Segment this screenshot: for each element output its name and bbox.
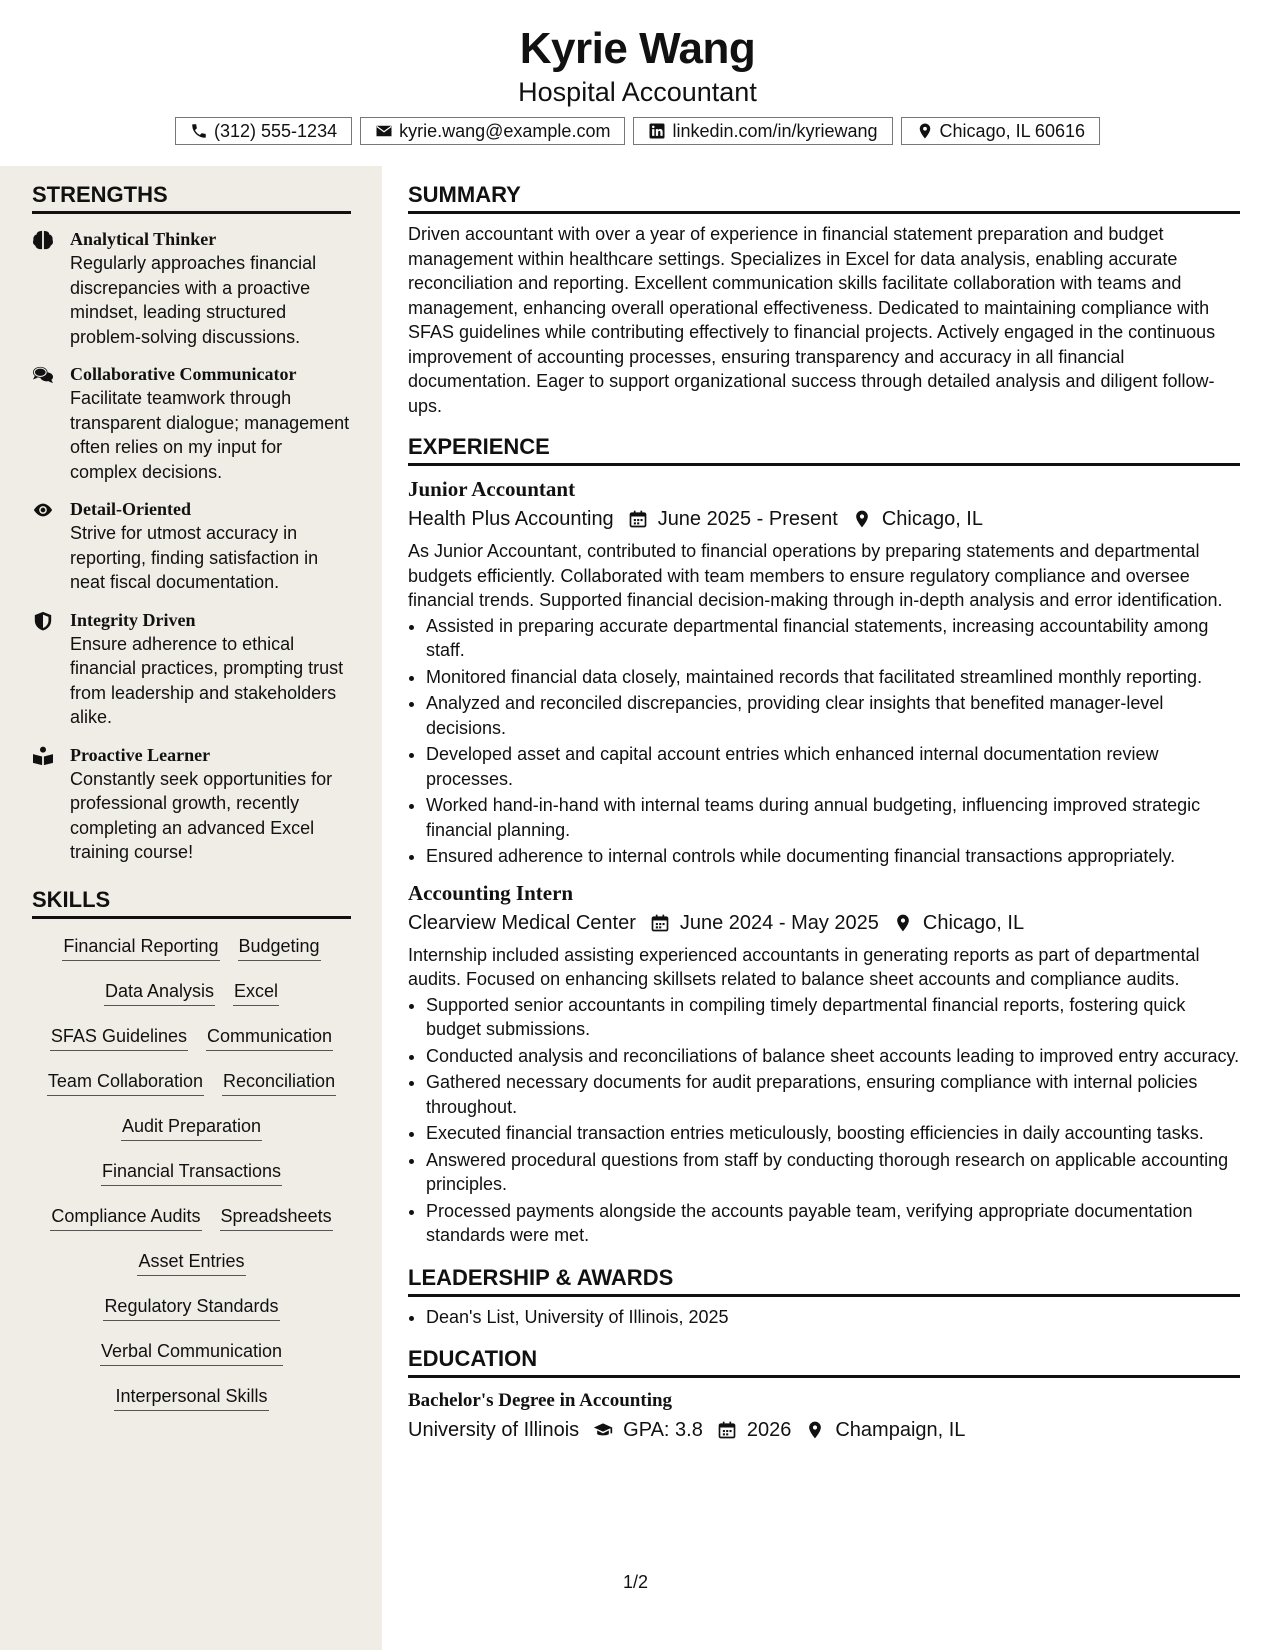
- skill-tag: Team Collaboration: [47, 1068, 204, 1096]
- job-title: Accounting Intern: [408, 880, 574, 905]
- skill-tag: Verbal Communication: [100, 1338, 283, 1366]
- list-item: • Developed asset and capital account entries which enhanced internal documentation review processes.: [426, 742, 1240, 792]
- map-pin-icon: [805, 1420, 825, 1440]
- comments-icon: [32, 365, 54, 385]
- list-item: • Ensured adherence to internal controls while documenting financial transactions appropriately.: [426, 844, 1240, 870]
- list-item: • Processed payments alongside the accounts payable team, verifying appropriate documentation standards were met.: [426, 1199, 1240, 1249]
- list-item: • Analyzed and reconciled discrepancies, providing clear insights that benefited manager-level decisions.: [426, 691, 1240, 741]
- contact-linkedin-text: linkedin.com/in/kyriewang: [672, 120, 878, 141]
- strength-item: [32, 227, 351, 349]
- job-location: Chicago, IL: [881, 508, 983, 530]
- skill-tag: Spreadsheets: [220, 1203, 333, 1231]
- job-title: Junior Accountant: [408, 477, 576, 501]
- job-bullets: [408, 614, 1240, 870]
- job-location: Chicago, IL: [922, 911, 1025, 934]
- strength-item: [32, 743, 351, 865]
- envelope-icon: [375, 122, 393, 140]
- skill-tag: Budgeting: [238, 933, 321, 961]
- education-location: Champaign, IL: [835, 1419, 966, 1441]
- skill-tag: Regulatory Standards: [103, 1293, 279, 1321]
- strength-title: Collaborative Communicator: [70, 364, 297, 384]
- job-description: Internship included assisting experienced accountants in generating reports as part of departmental audits. Focused on enhancing skillsets related to balance sheet accounts and compliance audits.: [408, 944, 1200, 989]
- graduation-cap-icon: [593, 1420, 613, 1440]
- skill-tag: Audit Preparation: [121, 1113, 262, 1141]
- skills-list: [32, 933, 351, 1428]
- strength-item: [32, 608, 351, 730]
- job-company: Health Plus Accounting: [408, 508, 614, 530]
- phone-icon: [190, 122, 208, 140]
- skill-tag: Financial Transactions: [101, 1158, 282, 1186]
- page-number: 1/2: [623, 1572, 649, 1592]
- map-pin-icon: [893, 913, 913, 933]
- awards-list: [408, 1305, 1240, 1331]
- calendar-icon: [650, 913, 670, 933]
- contact-bar: [0, 117, 1275, 145]
- strength-desc: Regularly approaches financial discrepancies with a proactive mindset, leading structured problem-solving discussions.: [70, 253, 317, 347]
- strength-title: Analytical Thinker: [70, 229, 217, 249]
- strength-desc: Facilitate teamwork through transparent dialogue; management often relies on my input for complex decisions.: [70, 388, 350, 482]
- summary-text: Driven accountant with over a year of experience in financial statement preparation and budget management within healthcare settings. Specializes in Excel for data analysis, enabling accurate reconciliation and reporting. Excellent communication skills facilitate collaboration with teams and management, enhancing overall operational effectiveness. Dedicated to maintaining compliance with SFAS guidelines while contributing effectively to financial projects. Actively engaged in the continuous improvement of accounting processes, ensuring transparency and accuracy in all financial documentation. Eager to support organizational success through detailed analysis and diligent follow-ups.: [408, 224, 1216, 416]
- calendar-icon: [628, 509, 648, 529]
- shield-icon: [32, 611, 54, 631]
- reader-icon: [32, 746, 54, 766]
- strengths-heading: STRENGTHS: [32, 182, 351, 214]
- experience-heading: EXPERIENCE: [408, 434, 1240, 466]
- list-item: • Executed financial transaction entries meticulously, boosting efficiencies in daily accounting tasks.: [426, 1121, 1240, 1147]
- candidate-name: Kyrie Wang: [519, 24, 756, 73]
- summary-heading: SUMMARY: [408, 182, 1240, 214]
- contact-phone[interactable]: [175, 117, 352, 145]
- candidate-title: Hospital Accountant: [518, 77, 757, 107]
- list-item: • Answered procedural questions from staff by conducting thorough research on applicable accounting principles.: [426, 1148, 1240, 1198]
- skill-tag: Reconciliation: [222, 1068, 336, 1096]
- contact-phone-text: (312) 555-1234: [214, 120, 338, 141]
- skills-heading: SKILLS: [32, 887, 351, 919]
- list-item: • Assisted in preparing accurate departmental financial statements, increasing accountability among staff.: [426, 614, 1240, 664]
- job-company: Clearview Medical Center: [408, 911, 636, 934]
- job-description: As Junior Accountant, contributed to financial operations by preparing statements and departmental budgets efficiently. Collaborated with team members to ensure regulatory compliance and oversee financial trends. Supported financial decision-making through in-depth analysis and error identification.: [408, 541, 1223, 610]
- list-item: • Conducted analysis and reconciliations of balance sheet accounts leading to improved entry accuracy.: [426, 1044, 1240, 1070]
- education-school: University of Illinois: [408, 1419, 580, 1441]
- strength-title: Proactive Learner: [70, 744, 211, 765]
- contact-linkedin[interactable]: [633, 117, 892, 145]
- awards-heading: LEADERSHIP & AWARDS: [408, 1265, 1240, 1297]
- strength-desc: Ensure adherence to ethical financial practices, prompting trust from leadership and stakeholders alike.: [70, 633, 344, 727]
- skill-tag: SFAS Guidelines: [50, 1023, 188, 1051]
- strength-item: [32, 362, 351, 484]
- skill-tag: Data Analysis: [104, 978, 215, 1006]
- skill-tag: Compliance Audits: [50, 1203, 201, 1231]
- list-item: • Gathered necessary documents for audit preparations, ensuring compliance with internal policies throughout.: [426, 1070, 1240, 1120]
- resume-header: [0, 0, 1275, 166]
- strength-desc: Constantly seek opportunities for professional growth, recently completing an advanced Excel training course!: [70, 768, 333, 862]
- contact-location-text: Chicago, IL 60616: [939, 120, 1085, 141]
- map-pin-icon: [852, 509, 872, 529]
- strength-title: Integrity Driven: [70, 609, 196, 630]
- list-item: • Worked hand-in-hand with internal teams during annual budgeting, influencing improved strategic financial planning.: [426, 793, 1240, 843]
- main-content: [408, 166, 1240, 1444]
- contact-location[interactable]: [901, 117, 1100, 145]
- strength-title: Detail-Oriented: [70, 499, 191, 519]
- job-bullets: [408, 993, 1240, 1249]
- education-degree: Bachelor's Degree in Accounting: [408, 1390, 673, 1411]
- skill-tag: Communication: [206, 1023, 333, 1051]
- job-dates: June 2024 - May 2025: [679, 911, 879, 934]
- map-pin-icon: [916, 122, 934, 140]
- sidebar: [0, 166, 382, 1650]
- eye-icon: [32, 500, 54, 520]
- skill-tag: Interpersonal Skills: [114, 1383, 268, 1411]
- skill-tag: Asset Entries: [137, 1248, 245, 1276]
- education-gpa: GPA: 3.8: [623, 1419, 703, 1441]
- linkedin-icon: [648, 122, 666, 140]
- list-item: • Supported senior accountants in compiling timely departmental financial reports, fostering quick budget submissions.: [426, 993, 1240, 1043]
- job-dates: June 2025 - Present: [657, 508, 838, 530]
- skill-tag: Excel: [233, 978, 279, 1006]
- contact-email-text: kyrie.wang@example.com: [399, 120, 611, 141]
- job-entry: [408, 879, 1240, 1249]
- skill-tag: Financial Reporting: [62, 933, 219, 961]
- strength-item: [32, 497, 351, 595]
- list-item: • Monitored financial data closely, maintained records that facilitated streamlined monthly reporting.: [426, 665, 1240, 691]
- education-heading: EDUCATION: [408, 1346, 1240, 1378]
- strength-desc: Strive for utmost accuracy in reporting, finding satisfaction in neat fiscal documentation.: [70, 523, 319, 592]
- job-entry: [408, 475, 1240, 870]
- contact-email[interactable]: [360, 117, 625, 145]
- list-item: • Dean's List, University of Illinois, 2025: [426, 1305, 1240, 1331]
- brain-icon: [32, 230, 54, 250]
- calendar-icon: [717, 1420, 737, 1440]
- education-year: 2026: [746, 1419, 792, 1441]
